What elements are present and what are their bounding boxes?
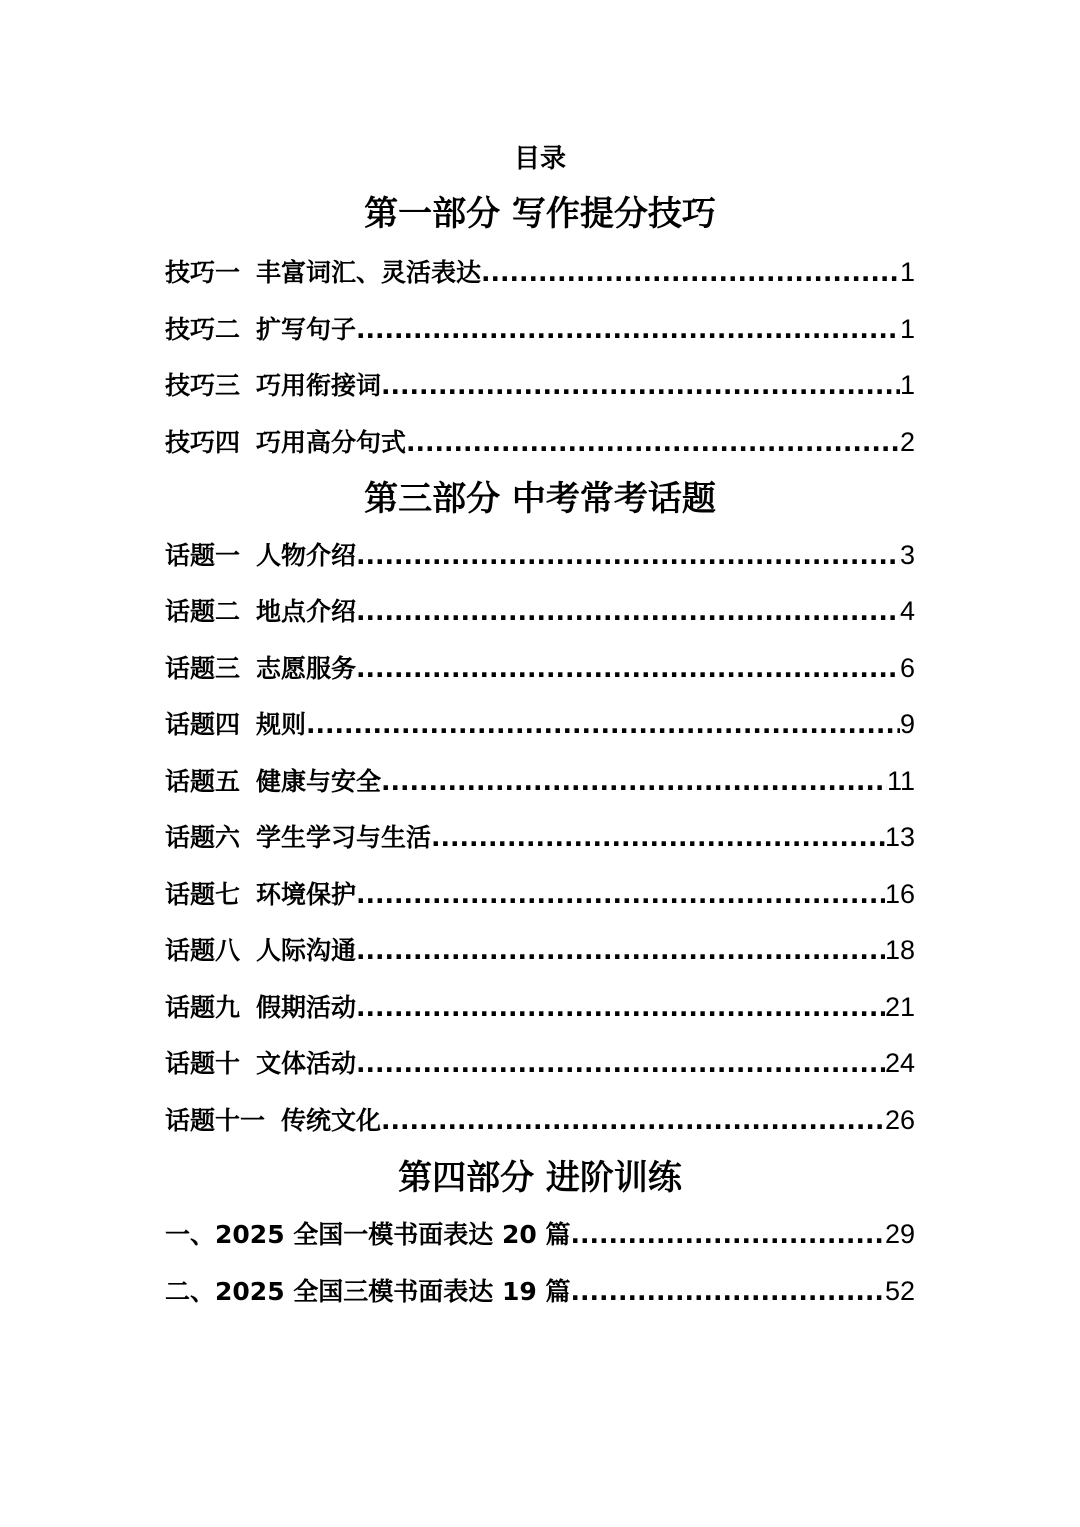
toc-page-number: 4: [899, 596, 915, 626]
toc-page-number: 21: [884, 992, 915, 1022]
toc-entry[interactable]: [165, 254, 915, 290]
toc-page-number: 52: [884, 1276, 915, 1306]
dot-leader: [356, 538, 900, 574]
toc-entry[interactable]: [165, 989, 915, 1025]
toc-entry-label: 一、2025 全国一模书面表达 20 篇: [165, 1220, 571, 1249]
toc-entry-label: 技巧一 丰富词汇、灵活表达: [165, 258, 482, 287]
toc-page-number: 1: [899, 370, 915, 400]
toc-entry-label: 话题六 学生学习与生活: [165, 823, 432, 852]
toc-page-number: 1: [899, 314, 915, 344]
toc-entry[interactable]: [165, 1102, 915, 1138]
dot-leader: [356, 1046, 885, 1082]
dot-leader: [431, 820, 885, 856]
toc-entry[interactable]: [165, 311, 915, 347]
toc-page-number: 2: [899, 427, 915, 457]
toc-page-number: 9: [899, 709, 915, 739]
toc-page-number: 29: [884, 1219, 915, 1249]
toc-entry[interactable]: [165, 537, 915, 573]
toc-entry[interactable]: [165, 1273, 915, 1309]
dot-leader: [356, 312, 900, 348]
toc-page-number: 11: [886, 766, 915, 796]
dot-leader: [571, 1217, 885, 1253]
toc-entry[interactable]: [165, 932, 915, 968]
part-heading-1: 第一部分 写作提分技巧: [364, 194, 716, 234]
toc-entry-label: 技巧三 巧用衔接词: [165, 371, 382, 400]
dot-leader: [571, 1274, 885, 1310]
toc-page-number: 1: [899, 257, 915, 287]
toc-page-number: 3: [899, 540, 915, 570]
toc-entry-label: 话题十 文体活动: [165, 1049, 357, 1078]
toc-page-number: 13: [884, 822, 915, 852]
dot-leader: [356, 933, 885, 969]
toc-entry[interactable]: [165, 706, 915, 742]
dot-leader: [381, 764, 887, 800]
toc-entry-label: 二、2025 全国三模书面表达 19 篇: [165, 1277, 571, 1306]
toc-page-number: 18: [884, 935, 915, 965]
toc-entry-label: 话题三 志愿服务: [165, 654, 357, 683]
toc-entry-label: 话题十一 传统文化: [165, 1106, 382, 1135]
toc-entry[interactable]: [165, 763, 915, 799]
toc-entry-label: 技巧二 扩写句子: [165, 315, 357, 344]
dot-leader: [381, 368, 900, 404]
dot-leader: [356, 651, 900, 687]
toc-page-number: 6: [899, 653, 915, 683]
dot-leader: [381, 1103, 885, 1139]
toc-entry[interactable]: [165, 1045, 915, 1081]
toc-entry[interactable]: [165, 424, 915, 460]
toc-entry[interactable]: [165, 593, 915, 629]
toc-title: 目录: [513, 144, 566, 174]
dot-leader: [356, 877, 885, 913]
toc-entry-label: 话题二 地点介绍: [165, 597, 357, 626]
dot-leader: [306, 707, 900, 743]
toc-entry-label: 话题五 健康与安全: [165, 767, 382, 796]
toc-page-number: 24: [884, 1048, 915, 1078]
toc-page-number: 26: [884, 1105, 915, 1135]
part-heading-4: 第四部分 进阶训练: [398, 1158, 682, 1198]
toc-entry-label: 技巧四 巧用高分句式: [165, 428, 407, 457]
dot-leader: [356, 990, 885, 1026]
toc-entry[interactable]: [165, 819, 915, 855]
dot-leader: [481, 255, 900, 291]
toc-entry-label: 话题八 人际沟通: [165, 936, 357, 965]
dot-leader: [406, 425, 900, 461]
dot-leader: [356, 594, 900, 630]
toc-page-number: 16: [884, 879, 915, 909]
toc-entry-label: 话题四 规则: [165, 710, 307, 739]
toc-entry-label: 话题七 环境保护: [165, 880, 357, 909]
toc-entry[interactable]: [165, 367, 915, 403]
toc-entry[interactable]: [165, 876, 915, 912]
toc-entry-label: 话题九 假期活动: [165, 993, 357, 1022]
toc-entry[interactable]: [165, 650, 915, 686]
part-heading-3: 第三部分 中考常考话题: [364, 479, 716, 519]
toc-entry[interactable]: [165, 1216, 915, 1252]
toc-entry-label: 话题一 人物介绍: [165, 541, 357, 570]
